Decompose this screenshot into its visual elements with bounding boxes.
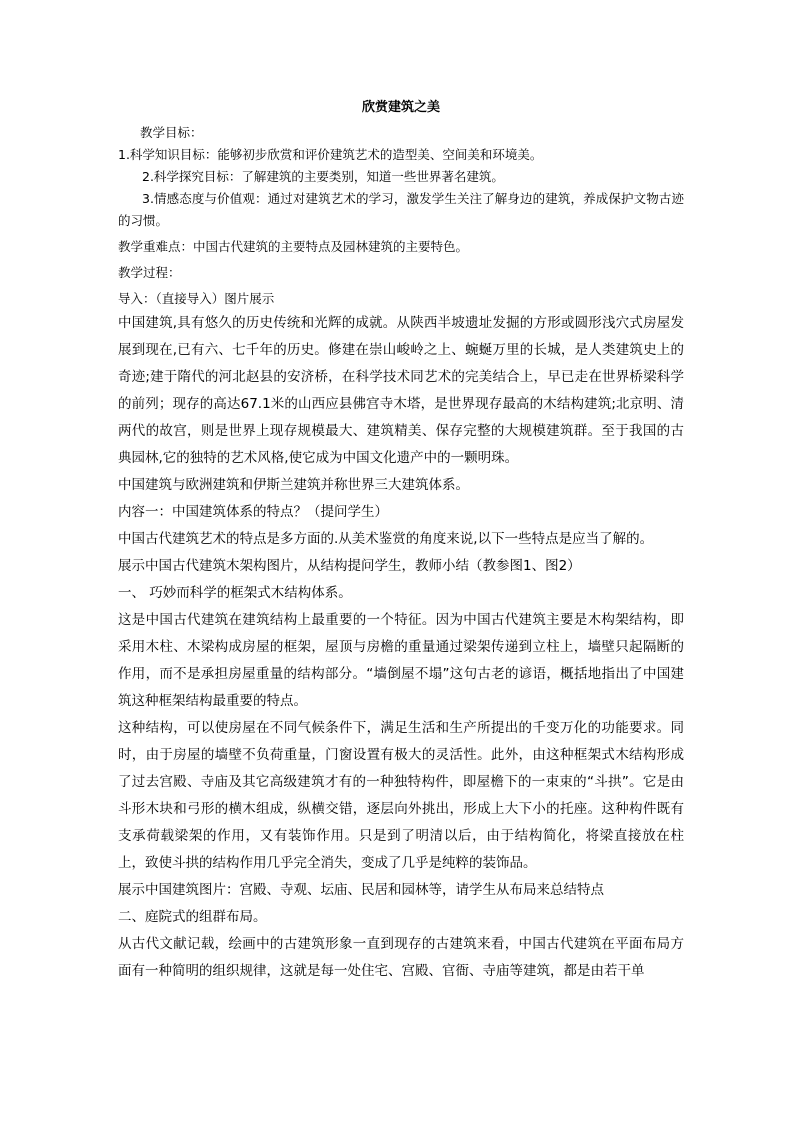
content-one-heading: 内容一：中国建筑体系的特点？（提问学生） — [118, 504, 388, 520]
process-heading: 教学过程： — [118, 265, 181, 280]
objective-2: 2.科学探究目标：了解建筑的主要类别，知道一些世界著名建筑。 — [142, 169, 504, 184]
content-one-paragraph: 中国古代建筑艺术的特点是多方面的.从美术鉴赏的角度来说,以下一些特点是应当了解的。 — [118, 531, 654, 547]
point-one-paragraph-2: 这种结构，可以使房屋在不同气候条件下，满足生活和生产所提出的千变万化的功能要求。同时，由于房屋的墙壁不负荷重量，门窗设置有极大的灵活性。此外，由这种框架式木结构形成了过去宫殿、寺庙及其它高级建筑才有的一种独特构件，即屋檐下的一束束的“斗拱”。它是由斗形木块和弓形的横木组成，纵横交错，逐层向外挑出，形成上大下小的托座。这种构件既有支承荷载梁架的作用，又有装饰作用。只是到了明清以后，由于结构简化，将梁直接放在柱上，致使斗拱的结构作用几乎完全消失，变成了几乎是纯粹的装饰品。 — [118, 720, 684, 871]
point-one-heading: 一、 巧妙而科学的框架式木结构体系。 — [118, 585, 352, 601]
objectives-heading: 教学目标： — [140, 125, 203, 140]
objective-1: 1.科学知识目标：能够初步欣赏和评价建筑艺术的造型美、空间美和环境美。 — [118, 147, 543, 162]
point-one-paragraph-1: 这是中国古代建筑在建筑结构上最重要的一个特征。因为中国古代建筑主要是木构架结构，即采用木柱、木梁构成房屋的框架，屋顶与房檐的重量通过梁架传递到立柱上，墙壁只起隔断的作用，而不是承担房屋重量的结构部分。“墙倒屋不塌”这句古老的谚语，概括地指出了中国建筑这种框架结构最重要的特点。 — [118, 612, 684, 709]
show-buildings-paragraph: 展示中国建筑图片：宫殿、寺观、坛庙、民居和园林等，请学生从布局来总结特点 — [118, 882, 604, 898]
point-two-heading: 二、庭院式的组群布局。 — [118, 909, 267, 925]
show-wood-frame-paragraph: 展示中国古代建筑木架构图片，从结构提问学生，教师小结（教参图1、图2） — [118, 558, 581, 574]
intro-paragraph: 中国建筑,具有悠久的历史传统和光辉的成就。从陕西半坡遗址发掘的方形或圆形浅穴式房屋发展到现在,已有六、七千年的历史。修建在崇山峻岭之上、蜿蜒万里的长城，是人类建筑史上的奇迹;建于隋代的河北赵县的安济桥，在科学技术同艺术的完美结合上，早已走在世界桥梁科学的前列；现存的高达67.1米的山西应县佛宫寺木塔，是世界现存最高的木结构建筑;北京明、清两代的故宫，则是世界上现存规模最大、建筑精美、保存完整的大规模建筑群。至于我国的古典园林,它的独特的艺术风格,使它成为中国文化遗产中的一颗明珠。 — [118, 315, 684, 466]
key-points: 教学重难点：中国古代建筑的主要特点及园林建筑的主要特色。 — [118, 239, 469, 254]
objective-3: 3.情感态度与价值观：通过对建筑艺术的学习，激发学生关注了解身边的建筑，养成保护文物古迹的习惯。 — [118, 191, 684, 228]
intro-heading: 导入：（直接导入）图片展示 — [118, 291, 275, 306]
three-systems-paragraph: 中国建筑与欧洲建筑和伊斯兰建筑并称世界三大建筑体系。 — [118, 477, 469, 493]
document-title: 欣赏建筑之美 — [361, 100, 440, 115]
point-two-paragraph-1: 从古代文献记载，绘画中的古建筑形象一直到现存的古建筑来看，中国古代建筑在平面布局方面有一种简明的组织规律，这就是每一处住宅、宫殿、官衙、寺庙等建筑，都是由若干单 — [118, 936, 684, 979]
